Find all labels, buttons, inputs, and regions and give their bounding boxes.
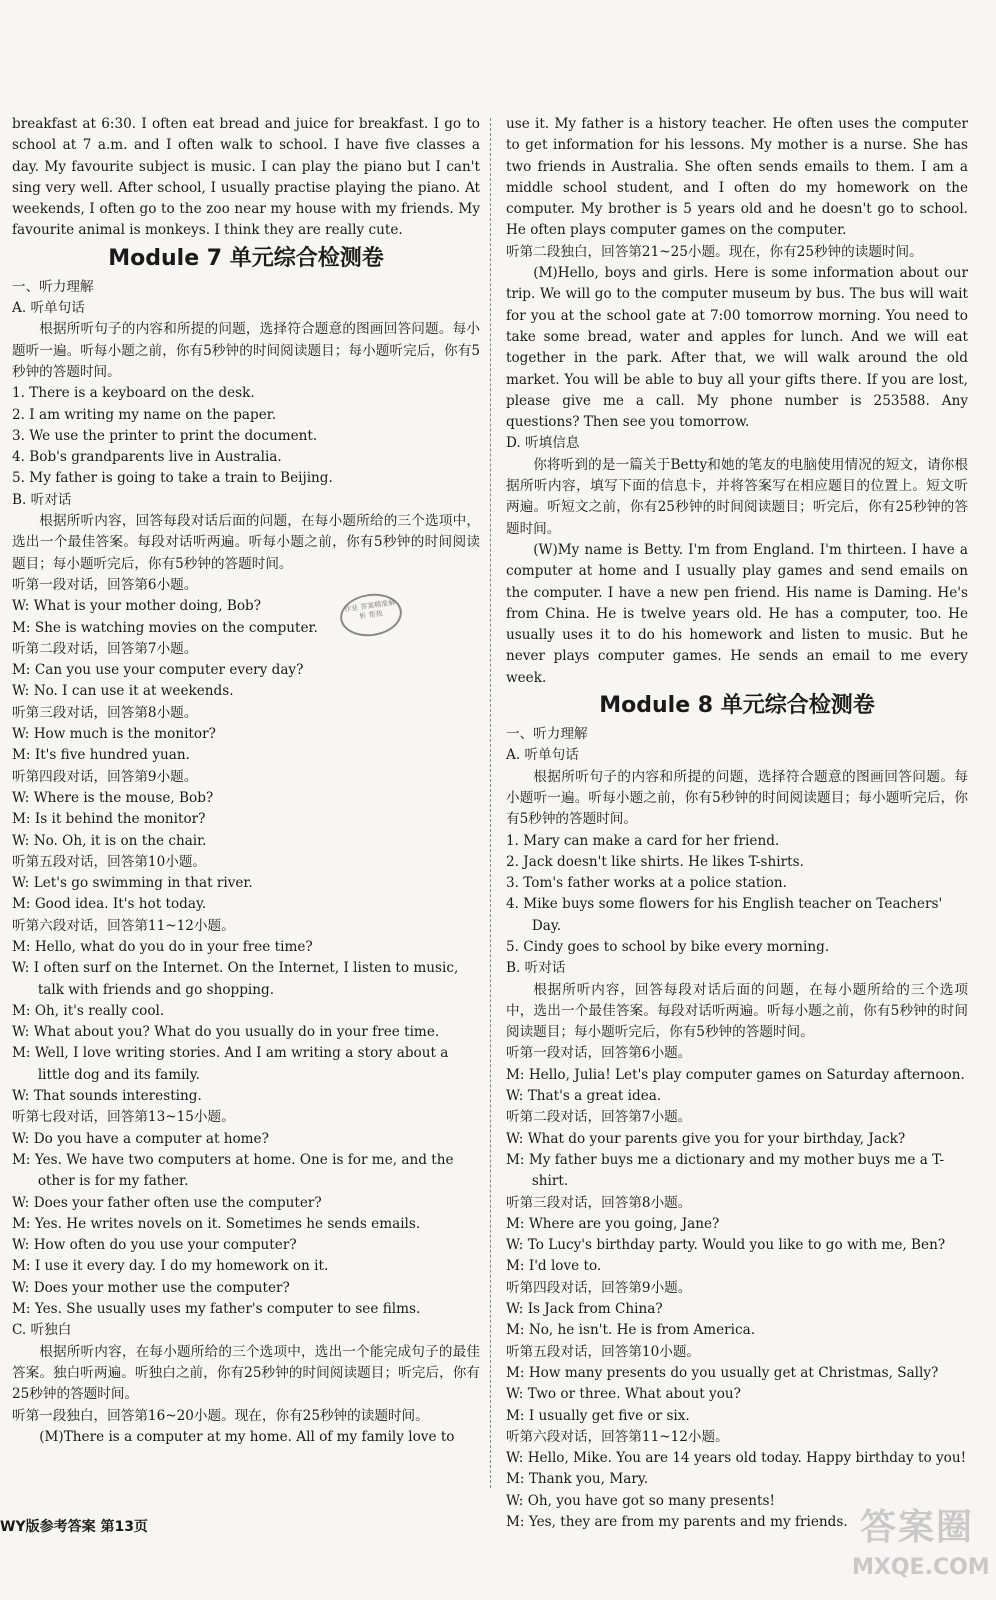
dialogue-line: 听第一段对话，回答第6小题。 (506, 1045, 692, 1062)
part-a-instructions: 根据所听句子的内容和所提的问题，选择符合题意的图画回答问题。每小题听一遍。听每小题之前，你有5秒钟的时间阅读题目；每小题听完后，你有5秒钟的答题时间。 (506, 768, 968, 828)
dialogue-line: 听第四段对话，回答第9小题。 (12, 768, 198, 785)
list-item: 2. Jack doesn't like shirts. He likes T-shirts. (506, 853, 804, 870)
dialogue-line: W: Do you have a computer at home? (12, 1130, 269, 1147)
dialogue-line: W: Is Jack from China? (506, 1301, 663, 1318)
dialogue-line: M: My father buys me a dictionary and my mother buys me a T-shirt. (506, 1151, 945, 1190)
list-item: 2. I am writing my name on the paper. (12, 406, 277, 423)
watermark-logo (852, 1502, 990, 1594)
dialogue-line: 听第一段对话，回答第6小题。 (12, 576, 198, 593)
left-column (12, 114, 480, 1448)
part-c-title: C. 听独白 (12, 1322, 72, 1339)
section-one-heading: 一、听力理解 (12, 278, 94, 295)
part-a-title: A. 听单句话 (12, 300, 85, 317)
dialogue-line: M: Is it behind the monitor? (12, 811, 206, 828)
dialogue-line: 听第七段对话，回答第13~15小题。 (12, 1109, 235, 1126)
dialogue-line: W: No. Oh, it is on the chair. (12, 832, 207, 849)
part-d-passage: (W)My name is Betty. I'm from England. I'm thirteen. I have a computer at home and I usually play games and send emails on the computer. I have a new pen friend. His name is Daming. He's from China. He is twelve years old. He has a computer, too. He usually uses it to do his homework and listen to music. But he never plays computer games. He sends an email to me every week. (506, 541, 968, 686)
dialogue-line: M: No, he isn't. He is from America. (506, 1322, 756, 1339)
dialogue-line: 听第六段对话，回答第11~12小题。 (12, 917, 235, 934)
dialogue-line: W: What do your parents give you for your birthday, Jack? (506, 1130, 906, 1147)
intro-paragraph: breakfast at 6:30. I often eat bread and juice for breakfast. I go to school at 7 a.m. and I often walk to school. I have five classes a day. My favourite subject is music. I can play the piano but I can't sing very well. After school, I usually practise playing the piano. At weekends, I often go to the zoo near my house with my friends. My favourite animal is monkeys. I think they are really cute. (12, 116, 480, 239)
part-a-items (506, 831, 968, 959)
dialogue-line: W: No. I can use it at weekends. (12, 683, 234, 700)
module-7-title: Module 7 单元综合检测卷 (108, 245, 384, 271)
dialogue-line: M: Where are you going, Jane? (506, 1215, 720, 1232)
watermark-line2: MXQE.COM (852, 1555, 990, 1580)
dialogue-line: M: Thank you, Mary. (506, 1471, 649, 1488)
dialogue-line: W: That sounds interesting. (12, 1088, 202, 1105)
dialogue-line: W: Does your father often use the computer? (12, 1194, 322, 1211)
part-b-title: B. 听对话 (506, 960, 566, 977)
part-b-title: B. 听对话 (12, 491, 72, 508)
dialogue-list (506, 1043, 968, 1533)
second-monologue: (M)Hello, boys and girls. Here is some information about our trip. We will go to the computer museum by bus. The bus will wait for you at the school gate at 7:00 tomorrow morning. You need to take some bread, water and apples for lunch. And we will eat together in the park. After that, we will walk around the old market. You will be able to buy all your gifts there. If you are lost, please give me a call. My phone number is 253588. Any questions? Then see you tomorrow. (506, 265, 968, 431)
list-item: 1. There is a keyboard on the desk. (12, 385, 255, 402)
dialogue-line: M: How many presents do you usually get at Christmas, Sally? (506, 1364, 939, 1381)
dialogue-line: 听第六段对话，回答第11~12小题。 (506, 1428, 729, 1445)
dialogue-line: 听第四段对话，回答第9小题。 (506, 1279, 692, 1296)
part-a-instructions: 根据所听句子的内容和所提的问题，选择符合题意的图画回答问题。每小题听一遍。听每小题之前，你有5秒钟的时间阅读题目；每小题听完后，你有5秒钟的答题时间。 (12, 321, 480, 380)
dialogue-line: 听第二段对话，回答第7小题。 (506, 1109, 692, 1126)
list-item: 4. Bob's grandparents live in Australia. (12, 449, 282, 466)
dialogue-line: 听第五段对话，回答第10小题。 (12, 853, 207, 870)
homework-stamp: 作业 答案精准解析 帮我 (337, 590, 404, 640)
dialogue-line: M: I'd love to. (506, 1258, 602, 1275)
dialogue-line: M: Yes. We have two computers at home. One is for me, and the other is for my father. (12, 1151, 454, 1190)
dialogue-line: M: Well, I love writing stories. And I am writing a story about a little dog and its family. (12, 1045, 449, 1083)
dialogue-line: W: To Lucy's birthday party. Would you like to go with me, Ben? (506, 1237, 946, 1254)
column-divider (490, 118, 491, 1488)
part-c-instructions: 根据所听内容，在每小题所给的三个选项中，选出一个能完成句子的最佳答案。独白听两遍。听独白之前，你有25秒钟的时间阅读题目；听完后，你有25秒钟的答题时间。 (12, 1343, 480, 1403)
right-column (506, 114, 968, 1533)
dialogue-list (12, 575, 480, 1320)
dialogue-line: 听第三段对话，回答第8小题。 (506, 1194, 692, 1211)
part-d-instructions: 你将听到的是一篇关于Betty和她的笔友的电脑使用情况的短文，请你根据所听内容，填写下面的信息卡，并将答案写在相应题目的位置上。短文听两遍。听短文之前，你有25秒钟的时间阅读题目；听完后，你有25秒钟的答题时间。 (506, 456, 968, 537)
dialogue-line: W: Oh, you have got so many presents! (506, 1492, 775, 1509)
second-monologue-cue: 听第二段独白，回答第21~25小题。现在，你有25秒钟的读题时间。 (506, 243, 923, 260)
module-8-title: Module 8 单元综合检测卷 (599, 693, 875, 719)
dialogue-line: W: How often do you use your computer? (12, 1237, 297, 1254)
dialogue-line: W: How much is the monitor? (12, 726, 216, 743)
dialogue-line: W: What about you? What do you usually do in your free time. (12, 1024, 440, 1041)
dialogue-line: W: Let's go swimming in that river. (12, 875, 253, 892)
dialogue-line: M: Yes, they are from my parents and my friends. (506, 1514, 848, 1530)
dialogue-line: 听第五段对话，回答第10小题。 (506, 1343, 701, 1360)
dialogue-line: 听第三段对话，回答第8小题。 (12, 704, 198, 721)
part-b-instructions: 根据所听内容，回答每段对话后面的问题，在每小题所给的三个选项中，选出一个最佳答案。每段对话听两遍。听每小题之前，你有5秒钟的时间阅读题目；每小题听完后，你有5秒钟的答题时间。 (12, 513, 480, 572)
part-a-title: A. 听单句话 (506, 747, 579, 764)
list-item: 3. We use the printer to print the document. (12, 427, 318, 444)
part-c-cue: 听第一段独白，回答第16~20小题。现在，你有25秒钟的读题时间。 (12, 1407, 429, 1424)
section-one-heading: 一、听力理解 (506, 726, 588, 743)
dialogue-line: M: Yes. He writes novels on it. Sometimes he sends emails. (12, 1215, 421, 1232)
list-item: 3. Tom's father works at a police station. (506, 875, 787, 892)
dialogue-line: M: Can you use your computer every day? (12, 662, 304, 679)
part-b-instructions: 根据所听内容，回答每段对话后面的问题，在每小题所给的三个选项中，选出一个最佳答案。每段对话听两遍。听每小题之前，你有5秒钟的时间阅读题目；每小题听完后，你有5秒钟的答题时间。 (506, 981, 968, 1041)
part-c-monologue-start: (M)There is a computer at my home. All of my family love to (39, 1428, 455, 1445)
part-d-title: D. 听填信息 (506, 435, 580, 452)
dialogue-line: W: What is your mother doing, Bob? (12, 598, 262, 615)
dialogue-line: W: That's a great idea. (506, 1088, 662, 1105)
dialogue-line: M: It's five hundred yuan. (12, 747, 190, 764)
list-item: 5. Cindy goes to school by bike every morning. (506, 938, 830, 955)
dialogue-line: M: Good idea. It's hot today. (12, 896, 207, 913)
dialogue-line: M: Hello, what do you do in your free time? (12, 938, 313, 955)
dialogue-line: W: Hello, Mike. You are 14 years old today. Happy birthday to you! (506, 1450, 967, 1467)
dialogue-line: W: I often surf on the Internet. On the Internet, I listen to music, talk with friends and go shopping. (12, 960, 459, 998)
list-item: 5. My father is going to take a train to Beijing. (12, 470, 333, 487)
dialogue-line: M: She is watching movies on the computer. (12, 619, 318, 636)
part-a-items (12, 383, 480, 489)
dialogue-line: W: Does your mother use the computer? (12, 1279, 290, 1296)
dialogue-line: M: Oh, it's really cool. (12, 1002, 165, 1019)
monologue-continued: use it. My father is a history teacher. He often uses the computer to get information for his lessons. My mother is a nurse. She has two friends in Australia. She often sends emails to them. I am a middle school student, and I often do my homework on the computer. My brother is 5 years old and he doesn't go to school. He often plays computer games on the computer. (506, 116, 968, 239)
list-item: 1. Mary can make a card for her friend. (506, 832, 780, 849)
dialogue-line: W: Where is the mouse, Bob? (12, 789, 214, 806)
dialogue-line: W: Two or three. What about you? (506, 1386, 741, 1403)
list-item: 4. Mike buys some flowers for his English teacher on Teachers' Day. (506, 896, 943, 934)
dialogue-line: 听第二段对话，回答第7小题。 (12, 640, 198, 657)
dialogue-line: M: Yes. She usually uses my father's computer to see films. (12, 1301, 421, 1318)
page-footer: WY版参考答案 第13页 (0, 1519, 148, 1535)
dialogue-line: M: I use it every day. I do my homework on it. (12, 1258, 329, 1275)
dialogue-line: M: I usually get five or six. (506, 1407, 690, 1424)
dialogue-line: M: Hello, Julia! Let's play computer games on Saturday afternoon. (506, 1066, 965, 1083)
watermark-line1: 答案圈 (859, 1507, 974, 1548)
